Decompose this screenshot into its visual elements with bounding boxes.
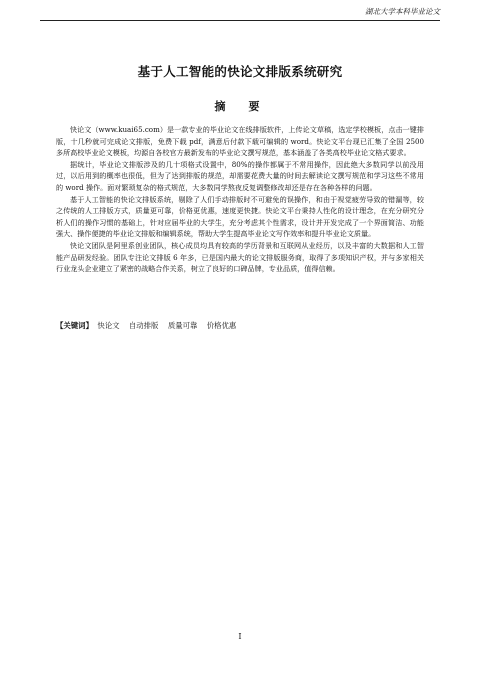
abstract-paragraph: 据统计，毕业论文排版涉及的几十项格式设置中，80%的操作都属于不常用操作，因此绝大多数同学以前没用过，以后用到的概率也很低，但为了达到排版的规范，却需要花费大量的时间去解读论文撰写规范和学习这些不常用的 word 操作。面对繁琐复杂的格式规范，大多数同学熬夜反复调整修改却还是存在各种各样的问题。 (56, 159, 424, 192)
paper-title: 基于人工智能的快论文排版系统研究 (137, 64, 343, 79)
keyword-item: 质量可靠 (167, 321, 198, 330)
abstract-paragraph: 快论文团队是阿里系创业团队，核心成员均具有较高的学历背景和互联网从业经历，以及丰富的大数据和人工智能产品研发经验。团队专注论文排版 6 年多，已是国内最大的论文排版服务商，取得了多项知识产权，并与多家相关行业龙头企业建立了紧密的战略合作关系，树立了良好的口碑品牌，专业品质，值得信赖。 (56, 240, 424, 274)
keywords-label: 【关键词】 (56, 321, 93, 330)
keyword-item: 价格优惠 (206, 321, 237, 330)
running-header-title: 湖北大学本科毕业论文 (365, 7, 440, 16)
abstract-heading: 摘 要 (214, 100, 266, 113)
abstract-paragraph: 快论文（www.kuai65.com）是一款专业的毕业论文在线排版软件，上传论文草稿，选定学校模板，点击一键排版，十几秒就可完成论文排版，免费下载 pdf，满意后付款下载可编辑的 word。快论文平台现已汇集了全国 2500 多所高校毕业论文模板，均源自各校官方最新发布的毕业论文撰写规范，基本涵盖了各类高校毕业论文格式要求。 (56, 125, 424, 158)
abstract-paragraph: 基于人工智能的快论文排版系统，剔除了人们手动排版时不可避免的误操作，和由于视觉疲劳导致的错漏等，较之传统的人工排版方式，质量更可靠，价格更优惠，速度更快捷。快论文平台秉持人性化的设计理念，在充分研究分析人们的操作习惯的基础上，针对应届毕业的大学生，充分考虑其个性需求，设计并开发完成了一个界面简洁、功能强大、操作便捷的毕业论文排版和编辑系统，帮助大学生提高毕业论文写作效率和提升毕业论文质量。 (56, 194, 424, 239)
keyword-item: 快论文 (97, 321, 120, 330)
keyword-item: 自动排版 (128, 321, 159, 330)
abstract-body (56, 124, 424, 275)
keywords-line (56, 320, 424, 331)
running-header (40, 6, 440, 21)
page-number: I (238, 632, 242, 641)
